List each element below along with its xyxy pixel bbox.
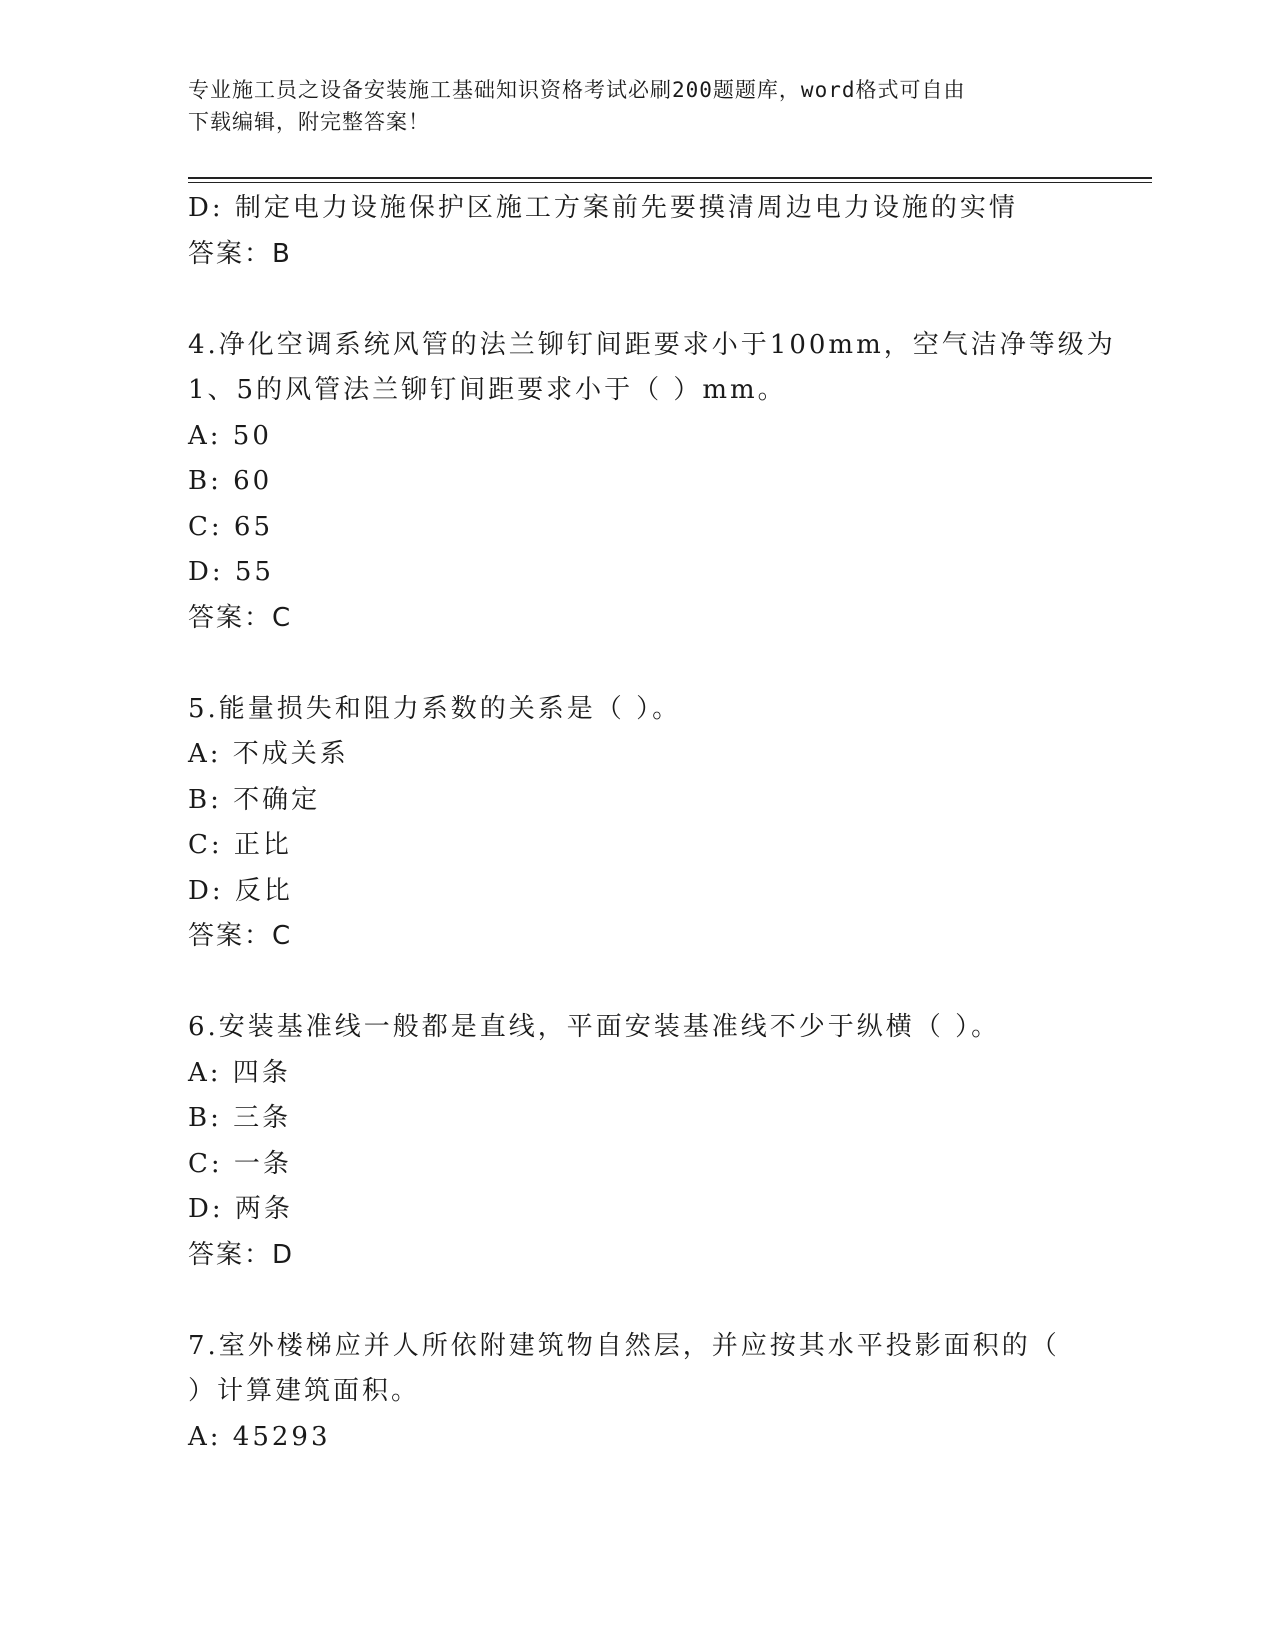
option-d: D: 两条 [188, 1194, 293, 1224]
answer-line: 答案：C [188, 602, 293, 633]
spacer [188, 1278, 1088, 1324]
option-a: A: 50 [188, 420, 272, 451]
header-divider-thick [188, 177, 1152, 179]
question-4 [188, 323, 1116, 642]
header-divider-thin [188, 182, 1152, 183]
answer-line: 答案：C [188, 921, 293, 951]
question-7 [188, 1324, 1088, 1461]
document-header [188, 74, 1088, 138]
question-title: 5.能量损失和阻力系数的关系是（ ）。 [188, 693, 682, 724]
spacer [188, 641, 1088, 687]
question-title: 7.室外楼梯应并人所依附建筑物自然层，并应按其水平投影面积的（ [188, 1330, 1060, 1361]
option-c: C: 65 [188, 511, 274, 542]
option-a: A: 四条 [188, 1057, 291, 1088]
question-6 [188, 1005, 1088, 1278]
option-b: B: 不确定 [188, 784, 321, 815]
question-5 [188, 687, 1088, 960]
header-line-1: 专业施工员之设备安装施工基础知识资格考试必刷200题题库，word格式可自由 [188, 78, 966, 102]
option-d: D: 反比 [188, 875, 293, 906]
option-a: A: 不成关系 [188, 739, 349, 769]
question-title-continued: ）计算建筑面积。 [188, 1376, 421, 1406]
option-b: B: 三条 [188, 1103, 292, 1133]
option-c: C: 一条 [188, 1148, 292, 1179]
question-title-continued: 1、5的风管法兰铆钉间距要求小于（ ）mm。 [188, 375, 787, 405]
spacer [188, 277, 1088, 323]
option-a: A: 45293 [188, 1421, 331, 1452]
option-b: B: 60 [188, 466, 273, 496]
option-c: C: 正比 [188, 830, 292, 860]
question-title: 6.安装基准线一般都是直线，平面安装基准线不少于纵横（ ）。 [188, 1012, 1001, 1042]
header-line-2: 下载编辑，附完整答案！ [188, 110, 430, 134]
document-body [188, 186, 1116, 1460]
question-3-tail [188, 186, 1088, 277]
answer-line: 答案：B [188, 238, 292, 269]
option-d: D: 制定电力设施保护区施工方案前先要摸清周边电力设施的实情 [188, 193, 1018, 223]
spacer [188, 960, 1088, 1006]
answer-line: 答案：D [188, 1239, 295, 1270]
option-d: D: 55 [188, 557, 274, 587]
question-title: 4.净化空调系统风管的法兰铆钉间距要求小于100mm，空气洁净等级为 [188, 329, 1116, 360]
